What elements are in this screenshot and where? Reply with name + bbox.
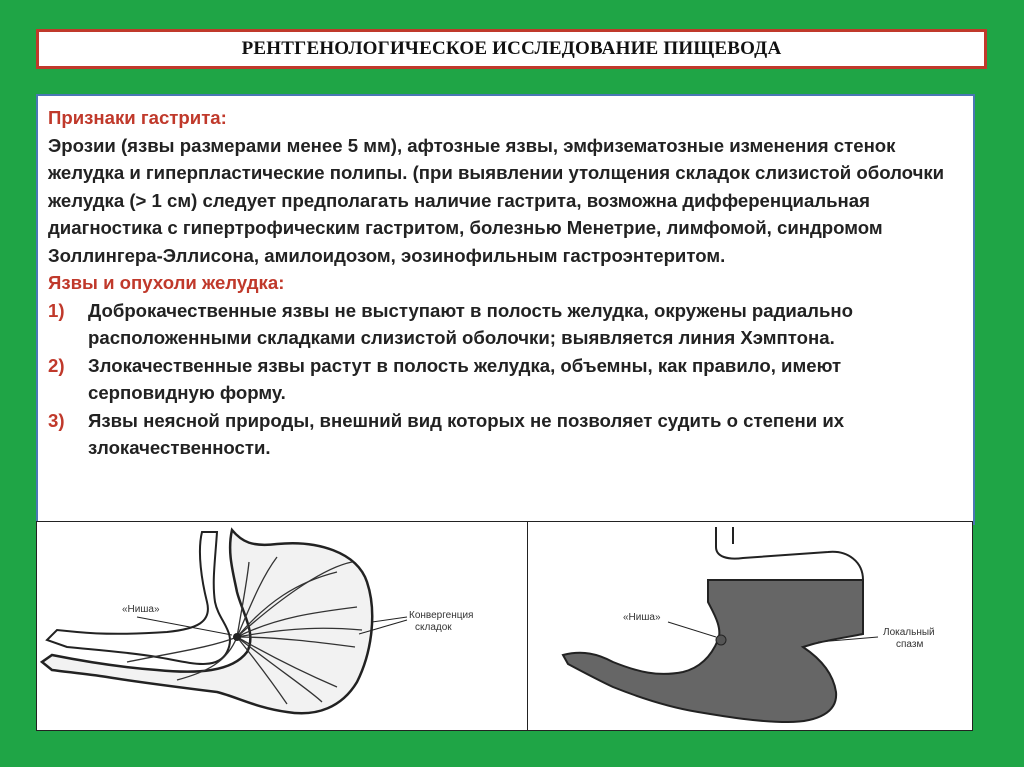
spasm-illustration: [527, 521, 973, 731]
barium-fill: [563, 580, 863, 722]
niche-mark: [233, 633, 241, 641]
ulcer-list: [48, 297, 963, 462]
list-number: 1): [48, 299, 65, 321]
benign-ulcer-illustration: [36, 521, 529, 731]
stomach-folds-drawing: [37, 522, 528, 730]
stomach-inner-outline: [47, 532, 230, 664]
list-text: Доброкачественные язвы не выступают в полость желудка, окружены радиально расположенными складками слизистой оболочки; выявляется линия Хэмптона.: [88, 299, 854, 348]
niche-label: «Ниша»: [623, 612, 661, 623]
list-number: 3): [48, 409, 65, 431]
list-text: Язвы неясной природы, внешний вид которых не позволяет судить о степени их злокачественности.: [88, 409, 845, 458]
convergence-label-line1: Конвергенция: [409, 610, 474, 621]
list-number: 2): [48, 354, 65, 376]
content-panel: [36, 94, 975, 525]
barium-stomach-drawing: [528, 522, 972, 730]
spasm-label-line1: Локальный: [883, 627, 935, 638]
gastritis-text: Эрозии (язвы размерами менее 5 мм), афтозные язвы, эмфизематозные изменения стенок желудка и гиперпластические полипы. (при выявлении утолщения складок слизистой оболочки желудка (> 1 см) следует предполагать наличие гастрита, возможна дифференциальная диагностика с гипертрофическим гастритом, болезнью Менетрие, лимфомой, синдромом Золлингера-Эллисона, амилоидозом, эозинофильным гастроэнтеритом.: [48, 134, 945, 266]
stomach-outer-outline: [42, 530, 372, 713]
esophagus-outline: [716, 527, 863, 580]
list-item: [48, 352, 963, 407]
niche-pointer: [668, 622, 716, 637]
convergence-label-line2: складок: [415, 622, 452, 633]
ulcers-heading: Язвы и опухоли желудка:: [48, 272, 285, 293]
gastritis-heading: Признаки гастрита:: [48, 107, 227, 128]
spasm-label-line2: спазм: [896, 639, 924, 650]
niche-label: «Ниша»: [122, 604, 160, 615]
list-text: Злокачественные язвы растут в полость желудка, объемны, как правило, имеют серповидную форму.: [88, 354, 842, 403]
title-banner: [36, 29, 987, 69]
page-title: РЕНТГЕНОЛОГИЧЕСКОЕ ИССЛЕДОВАНИЕ ПИЩЕВОДА: [241, 38, 782, 59]
list-item: [48, 407, 963, 462]
niche-mark: [716, 635, 726, 645]
list-item: [48, 297, 963, 352]
